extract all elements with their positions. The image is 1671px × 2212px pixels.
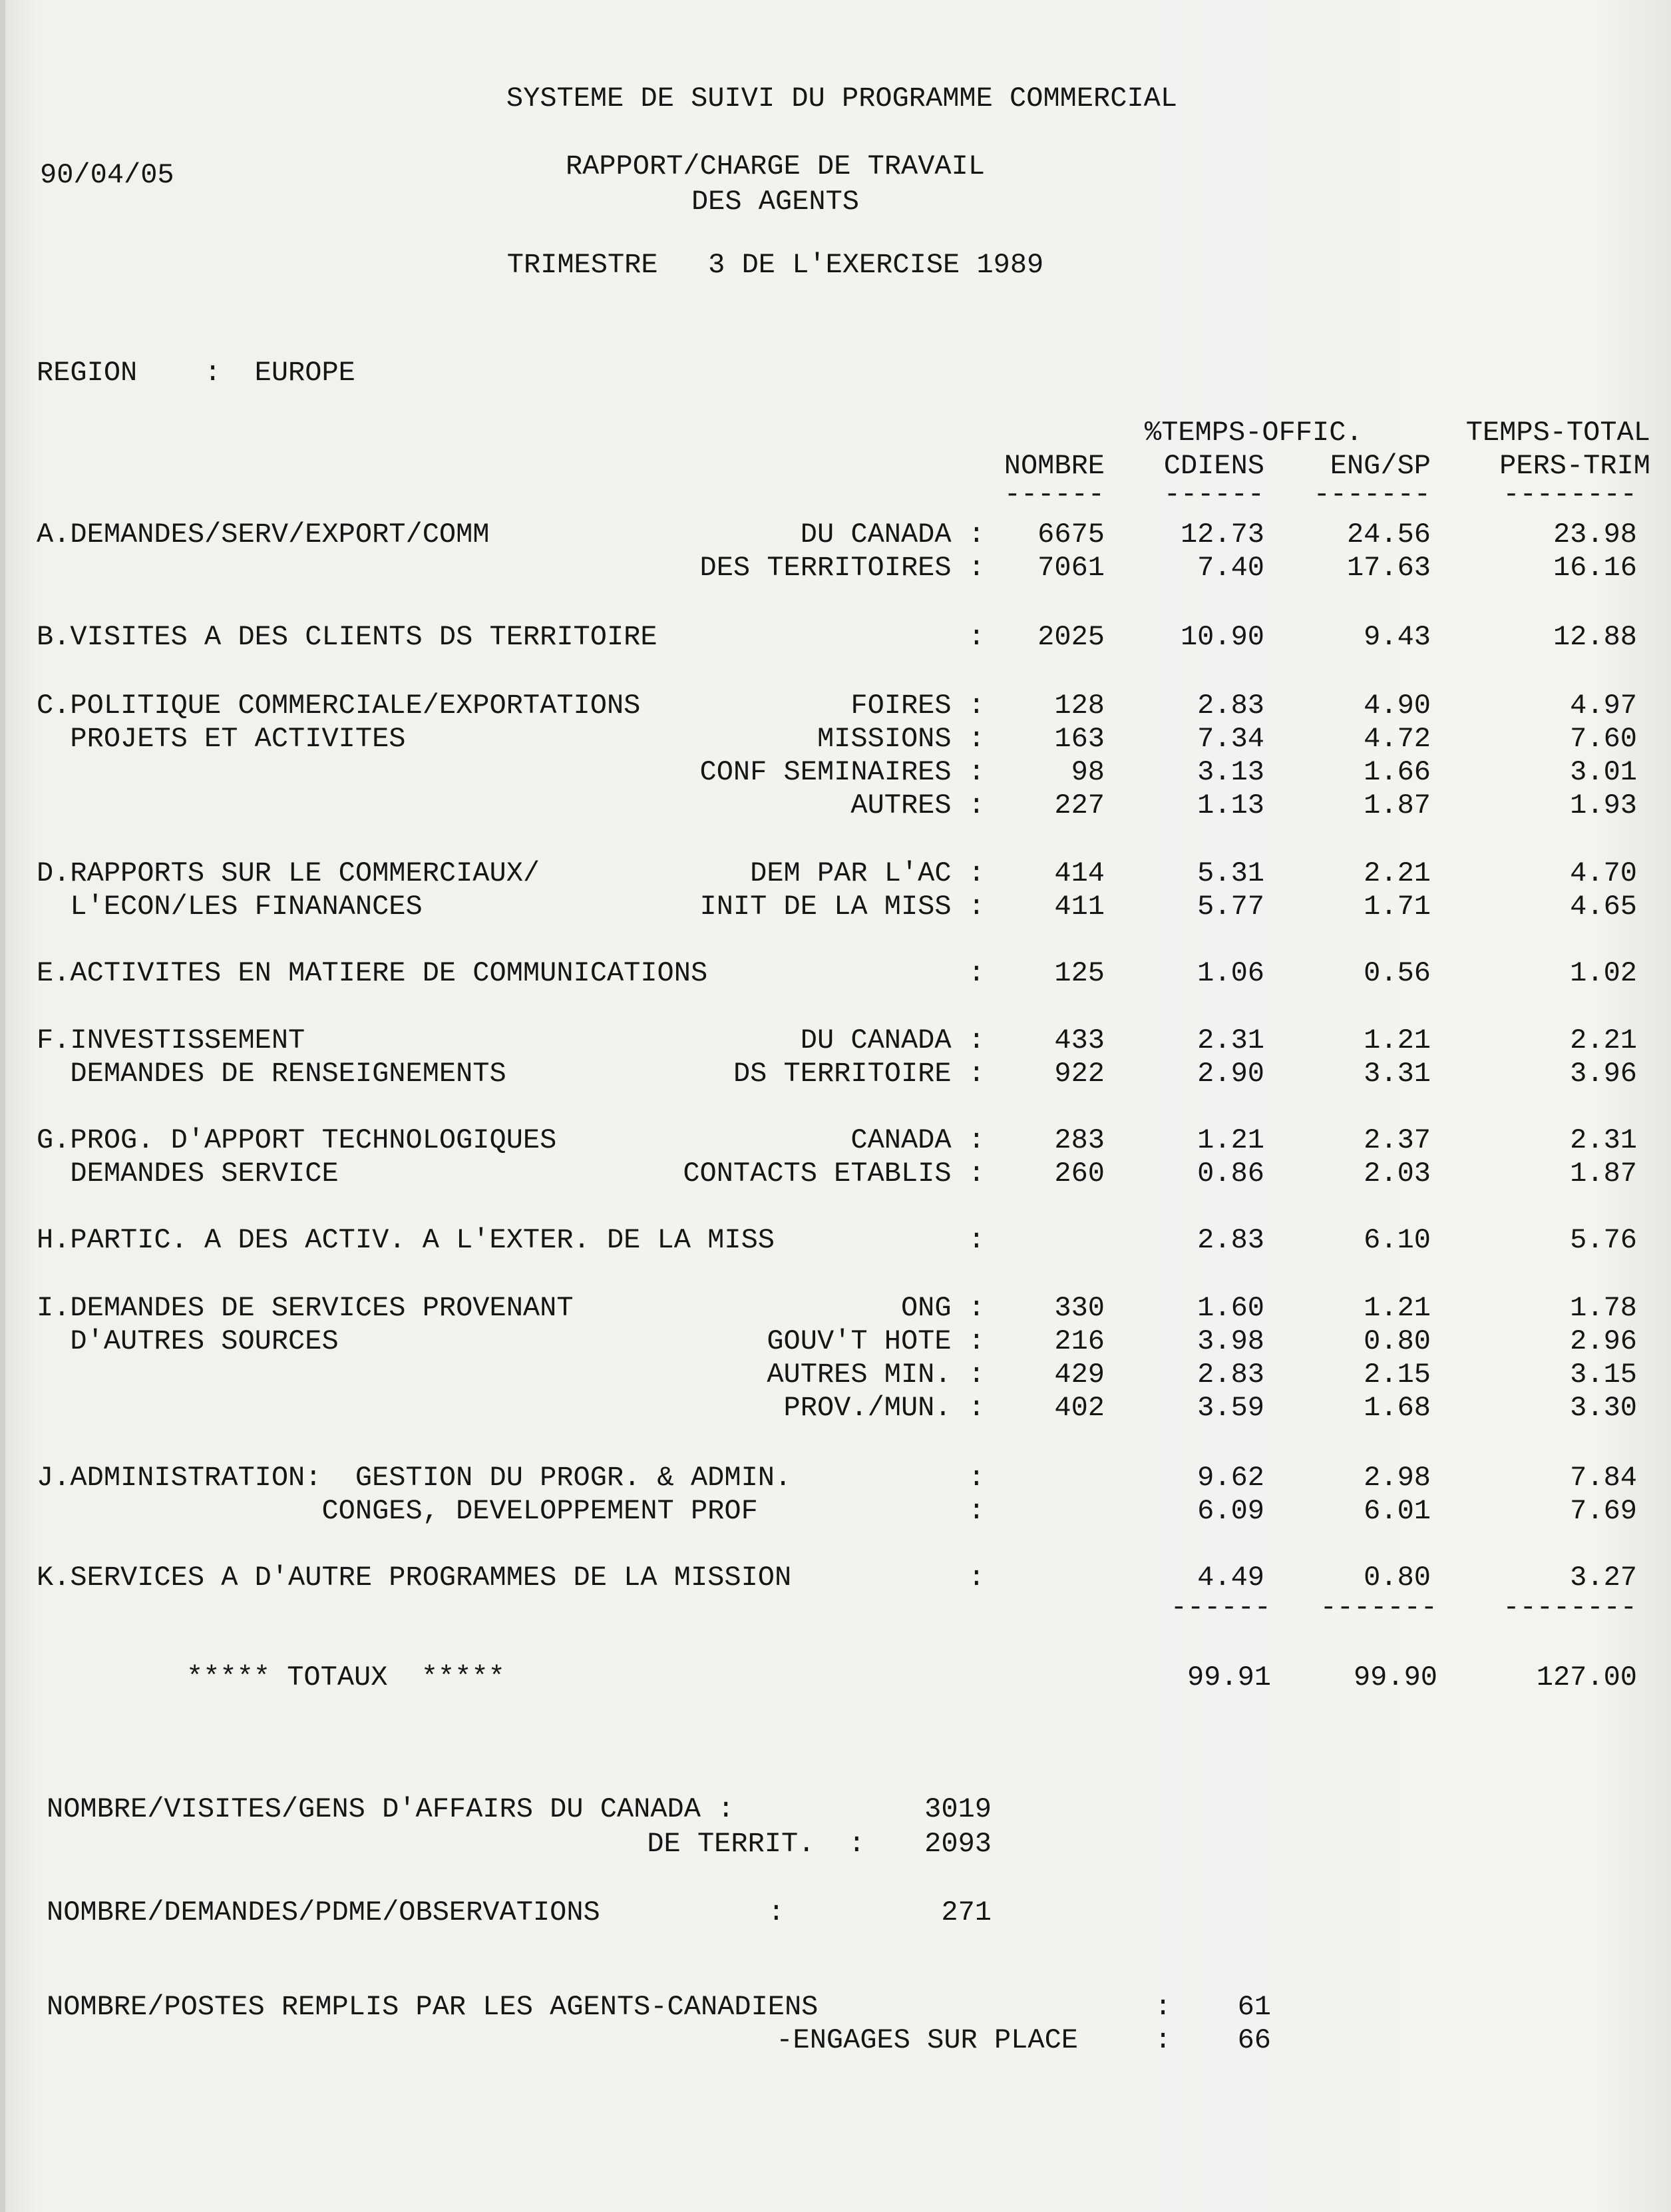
row-subcategory: DS TERRITOIRE : bbox=[733, 1058, 985, 1090]
row-cdiens: 7.34 bbox=[1197, 723, 1264, 755]
row-category: L'ECON/LES FINANANCES bbox=[37, 891, 423, 923]
row-subcategory: DES TERRITOIRES : bbox=[699, 552, 985, 584]
report-date: 90/04/05 bbox=[40, 159, 174, 191]
header-rule-cdiens: ------ bbox=[1163, 479, 1264, 511]
footer-engages-label: -ENGAGES SUR PLACE bbox=[776, 2024, 1078, 2056]
row-eng-sp: 2.98 bbox=[1364, 1462, 1431, 1494]
header-eng-sp: ENG/SP bbox=[1330, 450, 1431, 482]
footer-postes-value: 61 bbox=[1237, 1991, 1271, 2023]
row-pers-trim: 7.69 bbox=[1570, 1495, 1637, 1527]
row-category: DEMANDES DE RENSEIGNEMENTS bbox=[37, 1058, 506, 1090]
footer-postes-colon: : bbox=[1155, 1991, 1172, 2023]
row-category: DEMANDES SERVICE bbox=[37, 1158, 339, 1190]
row-pers-trim: 4.97 bbox=[1570, 690, 1637, 722]
totals-pers-trim: 127.00 bbox=[1536, 1661, 1637, 1693]
row-cdiens: 3.13 bbox=[1197, 756, 1264, 788]
row-cdiens: 1.13 bbox=[1197, 789, 1264, 821]
row-category: J.ADMINISTRATION: GESTION DU PROGR. & ADMIN. bbox=[37, 1462, 792, 1494]
row-subcategory: : bbox=[968, 1462, 985, 1494]
row-eng-sp: 3.31 bbox=[1364, 1058, 1431, 1090]
header-cdiens: CDIENS bbox=[1163, 450, 1264, 482]
row-nombre: 402 bbox=[1054, 1392, 1105, 1424]
row-subcategory: PROV./MUN. : bbox=[783, 1392, 985, 1424]
row-nombre: 283 bbox=[1054, 1124, 1105, 1156]
row-nombre: 411 bbox=[1054, 891, 1105, 923]
row-cdiens: 6.09 bbox=[1197, 1495, 1264, 1527]
header-temps-total: TEMPS-TOTAL bbox=[1465, 417, 1650, 449]
row-eng-sp: 2.15 bbox=[1364, 1359, 1431, 1391]
row-nombre: 125 bbox=[1054, 957, 1105, 989]
row-subcategory: AUTRES MIN. : bbox=[767, 1359, 985, 1391]
row-eng-sp: 6.10 bbox=[1364, 1224, 1431, 1256]
row-pers-trim: 23.98 bbox=[1553, 519, 1637, 551]
row-cdiens: 5.31 bbox=[1197, 857, 1264, 889]
row-eng-sp: 2.21 bbox=[1364, 857, 1431, 889]
row-eng-sp: 0.80 bbox=[1364, 1325, 1431, 1357]
row-category: C.POLITIQUE COMMERCIALE/EXPORTATIONS bbox=[37, 690, 641, 722]
footer-engages-colon: : bbox=[1155, 2024, 1172, 2056]
row-nombre: 98 bbox=[1071, 756, 1105, 788]
row-category: F.INVESTISSEMENT bbox=[37, 1024, 305, 1056]
row-subcategory: DEM PAR L'AC : bbox=[750, 857, 985, 889]
row-cdiens: 1.21 bbox=[1197, 1124, 1264, 1156]
report-period: TRIMESTRE 3 DE L'EXERCISE 1989 bbox=[506, 249, 1044, 281]
row-pers-trim: 3.96 bbox=[1570, 1058, 1637, 1090]
row-nombre: 227 bbox=[1054, 789, 1105, 821]
row-pers-trim: 3.01 bbox=[1570, 756, 1637, 788]
row-subcategory: CANADA : bbox=[850, 1124, 985, 1156]
row-category: G.PROG. D'APPORT TECHNOLOGIQUES bbox=[37, 1124, 557, 1156]
row-pers-trim: 5.76 bbox=[1570, 1224, 1637, 1256]
row-nombre: 2025 bbox=[1037, 621, 1105, 653]
row-cdiens: 1.06 bbox=[1197, 957, 1264, 989]
row-nombre: 216 bbox=[1054, 1325, 1105, 1357]
row-nombre: 433 bbox=[1054, 1024, 1105, 1056]
row-eng-sp: 6.01 bbox=[1364, 1495, 1431, 1527]
footer-visites-territ-value: 2093 bbox=[924, 1828, 992, 1860]
row-cdiens: 2.90 bbox=[1197, 1058, 1264, 1090]
row-eng-sp: 1.87 bbox=[1364, 789, 1431, 821]
row-subcategory: : bbox=[968, 621, 985, 653]
row-pers-trim: 2.21 bbox=[1570, 1024, 1637, 1056]
row-pers-trim: 1.87 bbox=[1570, 1158, 1637, 1190]
row-pers-trim: 4.65 bbox=[1570, 891, 1637, 923]
footer-demandes-value: 271 bbox=[941, 1896, 992, 1928]
row-category: D'AUTRES SOURCES bbox=[37, 1325, 339, 1357]
row-nombre: 429 bbox=[1054, 1359, 1105, 1391]
page-edge-shadow bbox=[0, 0, 5, 2212]
header-nombre: NOMBRE bbox=[1004, 450, 1105, 482]
row-pers-trim: 4.70 bbox=[1570, 857, 1637, 889]
row-category: H.PARTIC. A DES ACTIV. A L'EXTER. DE LA MISS bbox=[37, 1224, 775, 1256]
row-eng-sp: 2.37 bbox=[1364, 1124, 1431, 1156]
row-category: PROJETS ET ACTIVITES bbox=[37, 723, 406, 755]
row-subcategory: CONF SEMINAIRES : bbox=[699, 756, 985, 788]
row-pers-trim: 7.60 bbox=[1570, 723, 1637, 755]
row-subcategory: DU CANADA : bbox=[800, 519, 985, 551]
row-eng-sp: 0.56 bbox=[1364, 957, 1431, 989]
footer-engages-value: 66 bbox=[1237, 2024, 1271, 2056]
row-cdiens: 4.49 bbox=[1197, 1562, 1264, 1594]
footer-visites-canada-value: 3019 bbox=[924, 1793, 992, 1825]
totals-rule-eng-sp: ------- bbox=[1320, 1592, 1437, 1624]
row-nombre: 260 bbox=[1054, 1158, 1105, 1190]
totals-label: ***** TOTAUX ***** bbox=[186, 1661, 505, 1693]
row-subcategory: CONTACTS ETABLIS : bbox=[683, 1158, 985, 1190]
row-pers-trim: 2.31 bbox=[1570, 1124, 1637, 1156]
totals-rule-pers-trim: -------- bbox=[1503, 1592, 1637, 1624]
totals-eng-sp: 99.90 bbox=[1353, 1661, 1437, 1693]
row-eng-sp: 4.72 bbox=[1364, 723, 1431, 755]
row-cdiens: 10.90 bbox=[1180, 621, 1264, 653]
row-subcategory: ONG : bbox=[900, 1292, 985, 1324]
row-pers-trim: 3.30 bbox=[1570, 1392, 1637, 1424]
row-eng-sp: 24.56 bbox=[1346, 519, 1431, 551]
row-nombre: 128 bbox=[1054, 690, 1105, 722]
row-cdiens: 9.62 bbox=[1197, 1462, 1264, 1494]
row-pers-trim: 3.15 bbox=[1570, 1359, 1637, 1391]
row-cdiens: 2.83 bbox=[1197, 1224, 1264, 1256]
row-subcategory: GOUV'T HOTE : bbox=[767, 1325, 985, 1357]
row-pers-trim: 16.16 bbox=[1553, 552, 1637, 584]
row-eng-sp: 2.03 bbox=[1364, 1158, 1431, 1190]
row-pers-trim: 2.96 bbox=[1570, 1325, 1637, 1357]
row-cdiens: 12.73 bbox=[1180, 519, 1264, 551]
row-category: K.SERVICES A D'AUTRE PROGRAMMES DE LA MISSION bbox=[37, 1562, 792, 1594]
row-eng-sp: 9.43 bbox=[1364, 621, 1431, 653]
row-nombre: 330 bbox=[1054, 1292, 1105, 1324]
row-subcategory: AUTRES : bbox=[850, 789, 985, 821]
row-category: A.DEMANDES/SERV/EXPORT/COMM bbox=[37, 519, 490, 551]
header-pct-temps-offic: %TEMPS-OFFIC. bbox=[1145, 417, 1363, 449]
row-eng-sp: 17.63 bbox=[1346, 552, 1431, 584]
footer-visites-canada-label: NOMBRE/VISITES/GENS D'AFFAIRS DU CANADA : bbox=[47, 1793, 735, 1825]
row-subcategory: INIT DE LA MISS : bbox=[699, 891, 985, 923]
region-line: REGION : EUROPE bbox=[37, 357, 355, 389]
row-pers-trim: 1.02 bbox=[1570, 957, 1637, 989]
row-subcategory: : bbox=[968, 1495, 985, 1527]
row-category: CONGES, DEVELOPPEMENT PROF bbox=[37, 1495, 758, 1527]
header-rule-eng-sp: ------- bbox=[1313, 479, 1431, 511]
row-pers-trim: 1.78 bbox=[1570, 1292, 1637, 1324]
row-category: E.ACTIVITES EN MATIERE DE COMMUNICATIONS bbox=[37, 957, 708, 989]
footer-visites-territ-label: DE TERRIT. : bbox=[647, 1828, 865, 1860]
row-subcategory: FOIRES : bbox=[850, 690, 985, 722]
footer-demandes-label: NOMBRE/DEMANDES/PDME/OBSERVATIONS : bbox=[47, 1896, 785, 1928]
row-nombre: 922 bbox=[1054, 1058, 1105, 1090]
row-category: I.DEMANDES DE SERVICES PROVENANT bbox=[37, 1292, 574, 1324]
header-pers-trim: PERS-TRIM bbox=[1499, 450, 1650, 482]
row-category: B.VISITES A DES CLIENTS DS TERRITOIRE bbox=[37, 621, 657, 653]
row-eng-sp: 1.21 bbox=[1364, 1292, 1431, 1324]
row-subcategory: MISSIONS : bbox=[817, 723, 985, 755]
row-pers-trim: 7.84 bbox=[1570, 1462, 1637, 1494]
row-nombre: 163 bbox=[1054, 723, 1105, 755]
row-cdiens: 0.86 bbox=[1197, 1158, 1264, 1190]
row-eng-sp: 1.68 bbox=[1364, 1392, 1431, 1424]
report-title: SYSTEME DE SUIVI DU PROGRAMME COMMERCIAL bbox=[506, 83, 1178, 114]
row-nombre: 6675 bbox=[1037, 519, 1105, 551]
header-rule-pers-trim: -------- bbox=[1503, 479, 1637, 511]
totals-cdiens: 99.91 bbox=[1187, 1661, 1271, 1693]
row-cdiens: 7.40 bbox=[1197, 552, 1264, 584]
row-cdiens: 3.98 bbox=[1197, 1325, 1264, 1357]
row-pers-trim: 12.88 bbox=[1553, 621, 1637, 653]
row-category: D.RAPPORTS SUR LE COMMERCIAUX/ bbox=[37, 857, 540, 889]
totals-rule-cdiens: ------ bbox=[1170, 1592, 1271, 1624]
row-subcategory: DU CANADA : bbox=[800, 1024, 985, 1056]
row-eng-sp: 1.21 bbox=[1364, 1024, 1431, 1056]
row-nombre: 7061 bbox=[1037, 552, 1105, 584]
row-cdiens: 5.77 bbox=[1197, 891, 1264, 923]
row-eng-sp: 1.71 bbox=[1364, 891, 1431, 923]
row-cdiens: 2.83 bbox=[1197, 1359, 1264, 1391]
row-cdiens: 2.83 bbox=[1197, 690, 1264, 722]
footer-postes-label: NOMBRE/POSTES REMPLIS PAR LES AGENTS-CANADIENS bbox=[47, 1991, 819, 2023]
row-cdiens: 3.59 bbox=[1197, 1392, 1264, 1424]
row-subcategory: : bbox=[968, 1562, 985, 1594]
row-cdiens: 1.60 bbox=[1197, 1292, 1264, 1324]
row-subcategory: : bbox=[968, 1224, 985, 1256]
row-pers-trim: 1.93 bbox=[1570, 789, 1637, 821]
report-subtitle-line2: DES AGENTS bbox=[691, 186, 860, 218]
row-eng-sp: 4.90 bbox=[1364, 690, 1431, 722]
row-cdiens: 2.31 bbox=[1197, 1024, 1264, 1056]
header-rule-nombre: ------ bbox=[1004, 479, 1105, 511]
row-subcategory: : bbox=[968, 957, 985, 989]
row-eng-sp: 1.66 bbox=[1364, 756, 1431, 788]
report-subtitle-line1: RAPPORT/CHARGE DE TRAVAIL bbox=[565, 150, 986, 182]
row-pers-trim: 3.27 bbox=[1570, 1562, 1637, 1594]
row-eng-sp: 0.80 bbox=[1364, 1562, 1431, 1594]
row-nombre: 414 bbox=[1054, 857, 1105, 889]
